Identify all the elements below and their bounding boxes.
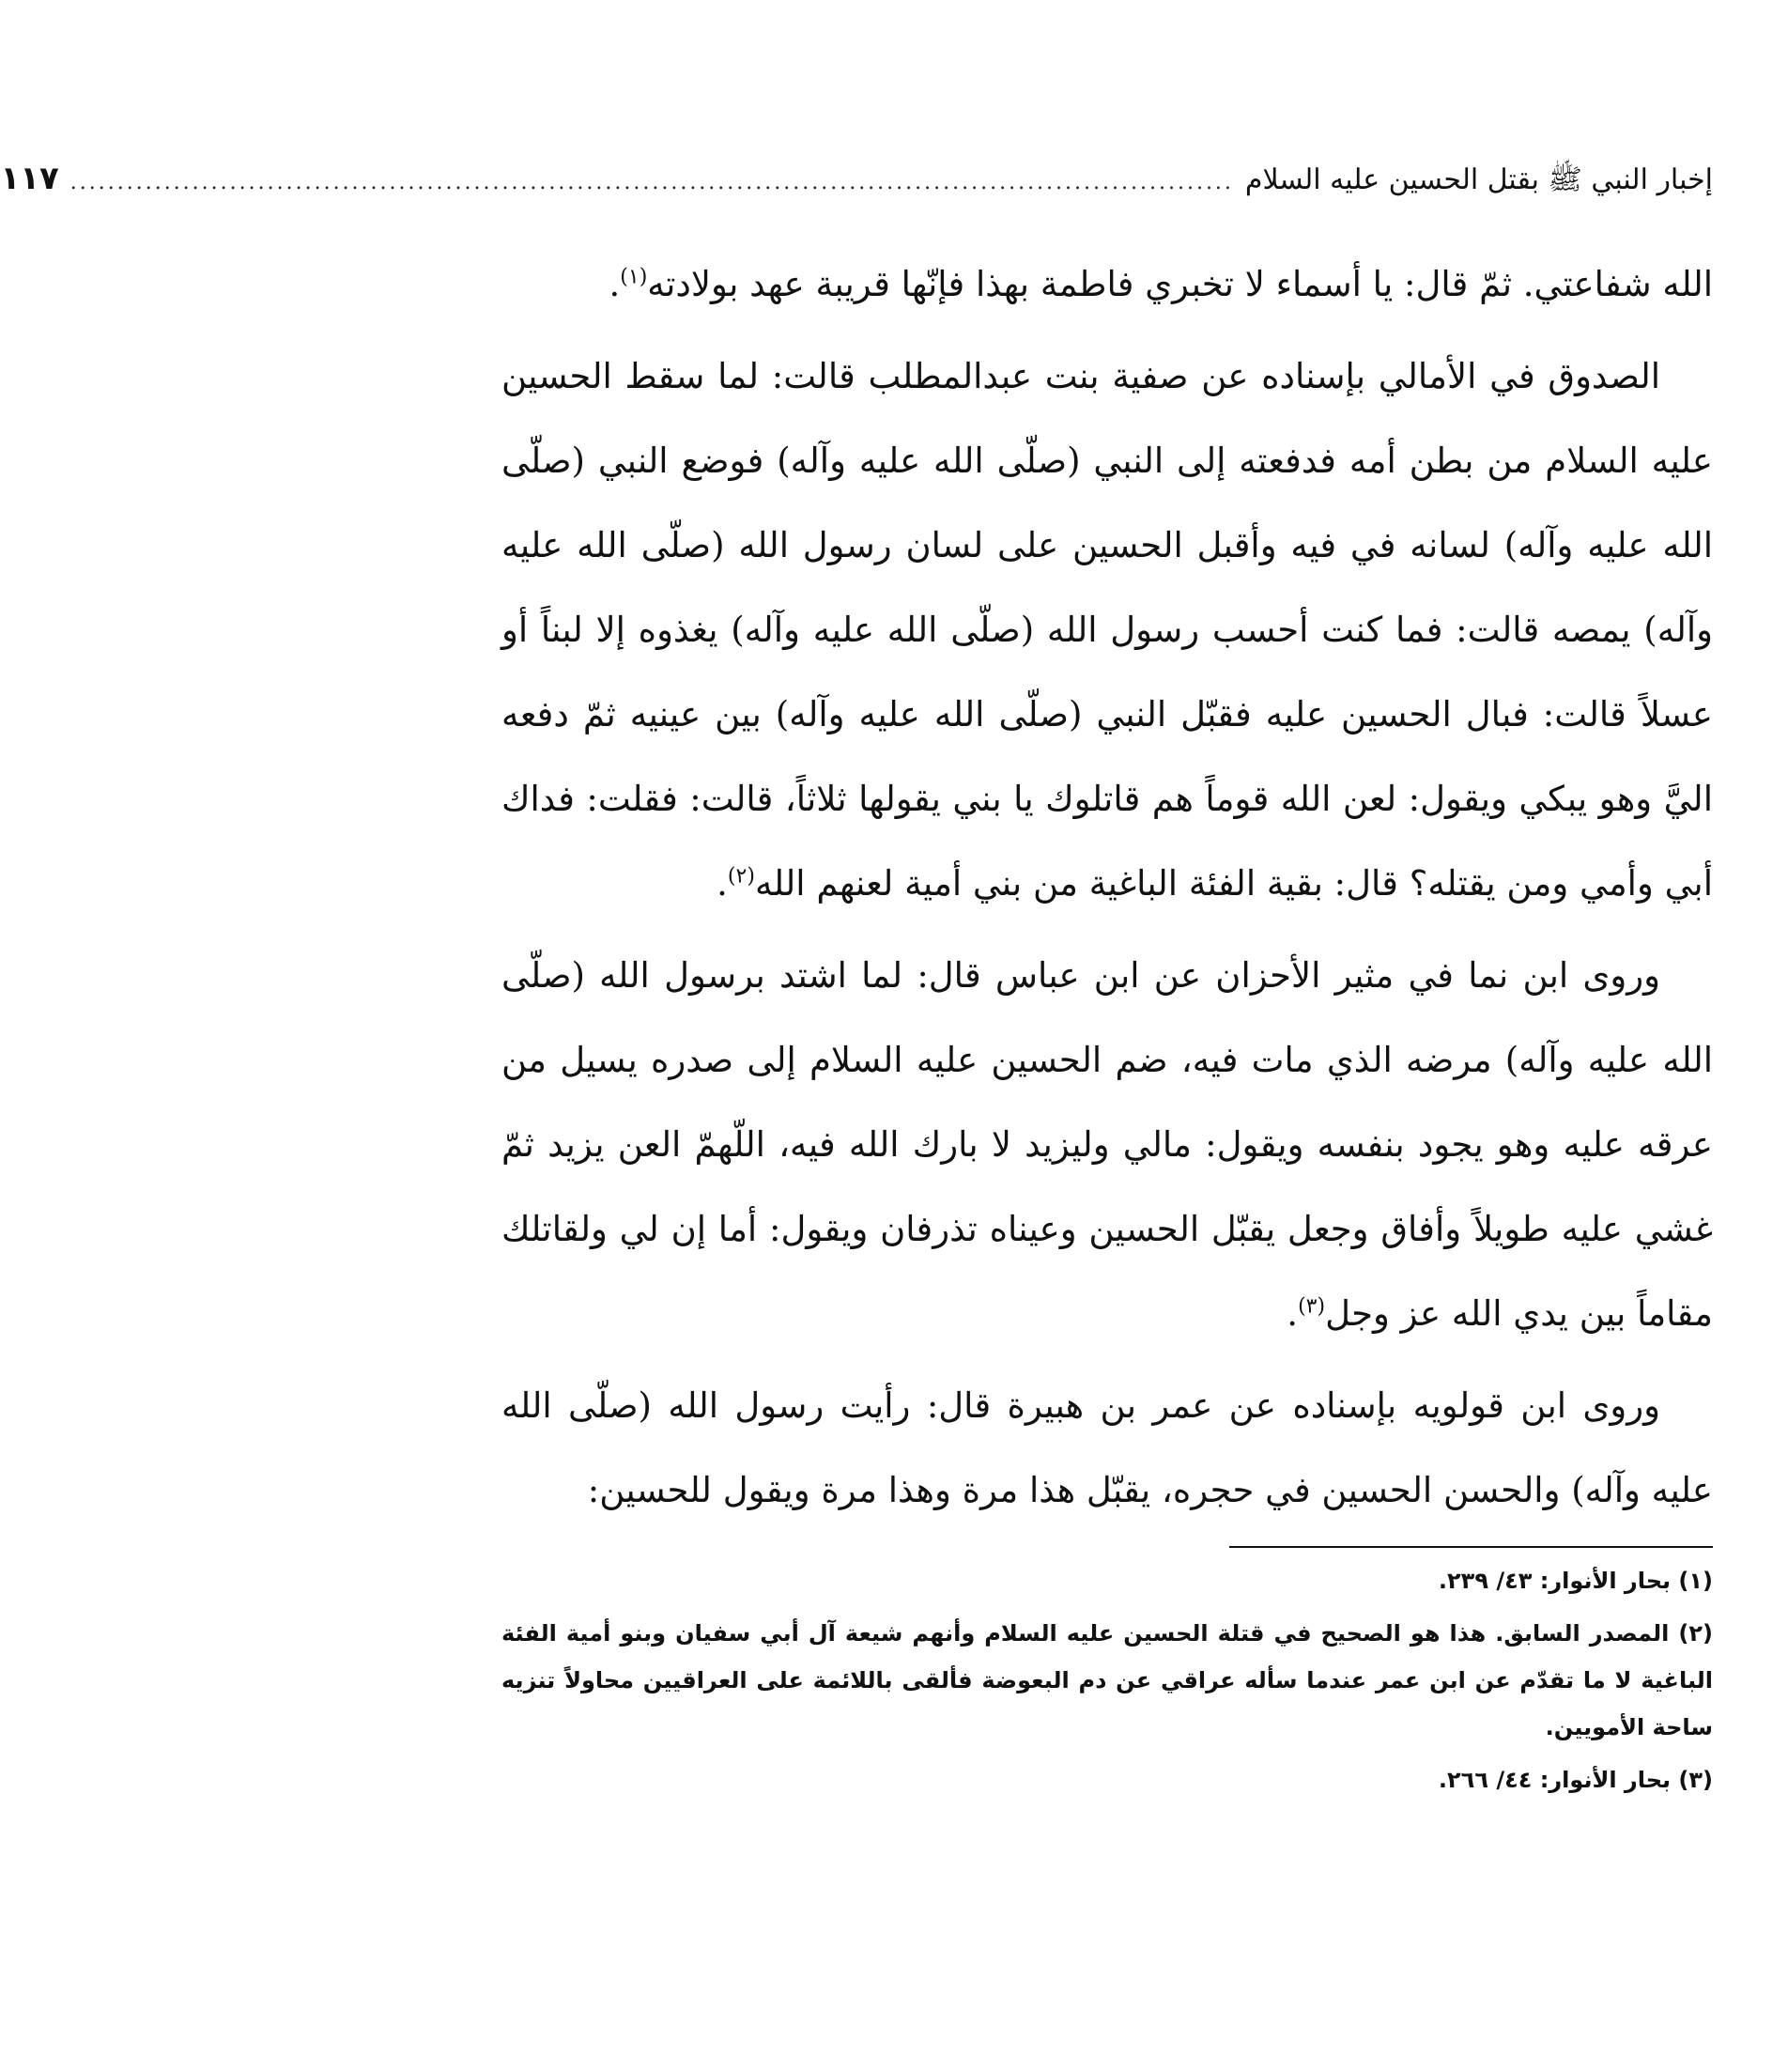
footnote-1: (١) بحار الأنوار: ٤٣/ ٢٣٩. [1438, 1568, 1713, 1594]
running-header [0, 160, 1713, 216]
footnote-2: (٢) المصدر السابق. هذا هو الصحيح في قتلة الحسين عليه السلام وأنهم شيعة آل أبي سفيان وبنو أمية الفئة الباغية لا ما تقدّم عن ابن عمر عندما سأله عراقي عن دم البعوضة فألقى باللائمة على العراقيين محاولاً تنزيه ساحة الأمويين. [501, 1620, 1713, 1740]
paragraph-tail: . [609, 264, 621, 304]
paragraph-3 [501, 934, 1713, 1356]
footnote-marker: (١) [620, 265, 648, 289]
book-page [0, 160, 1713, 1809]
paragraph-tail: . [717, 863, 728, 904]
main-text [501, 242, 1713, 1533]
page-number: ١١٧ [0, 160, 59, 197]
paragraph-text: وروى ابن قولويه بإسناده عن عمر بن هبيرة قال: رأيت رسول الله (صلّى الله عليه وآله) والحسن الحسين في حجره، يقبّل هذا مرة وهذا مرة ويقول للحسين: [501, 1385, 1713, 1510]
footnotes [501, 1557, 1713, 1803]
footnote-marker: (٢) [727, 864, 755, 889]
paragraph-text: الله شفاعتي. ثمّ قال: يا أسماء لا تخبري فاطمة بهذا فإنّها قريبة عهد بولادته [647, 264, 1713, 304]
paragraph-tail: . [1287, 1293, 1299, 1334]
paragraph-text: الصدوق في الأمالي بإسناده عن صفية بنت عبدالمطلب قالت: لما سقط الحسين عليه السلام من بطن أمه فدفعته إلى النبي (صلّى الله عليه وآله) فوضع النبي (صلّى الله عليه وآله) لسانه في فيه وأقبل الحسين على لسان رسول الله (صلّى الله عليه وآله) يمصه قالت: فما كنت أحسب رسول الله (صلّى الله عليه وآله) يغذوه إلا لبناً أو عسلاً قالت: فبال الحسين عليه فقبّل النبي (صلّى الله عليه وآله) بين عينيه ثمّ دفعه اليَّ وهو يبكي ويقول: لعن الله قوماً هم قاتلوك يا بني يقولها ثلاثاً، قالت: فقلت: فداك أبي وأمي ومن يقتله؟ قال: بقية الفئة الباغية من بني أمية لعنهم الله [501, 356, 1713, 904]
leader-dots: ............................................................................................................................ [69, 171, 1234, 194]
running-title: إخبار النبي ﷺ بقتل الحسين عليه السلام [1244, 163, 1713, 196]
footnote-divider [1229, 1546, 1713, 1548]
paragraph-1 [501, 242, 1713, 327]
footnote-marker: (٣) [1298, 1294, 1326, 1319]
paragraph-text: وروى ابن نما في مثير الأحزان عن ابن عباس قال: لما اشتد برسول الله (صلّى الله عليه وآله) مرضه الذي مات فيه، ضم الحسين عليه السلام إلى صدره يسيل من عرقه عليه وهو يجود بنفسه ويقول: مالي وليزيد لا بارك الله فيه، اللّهمّ العن يزيد ثمّ غشي عليه طويلاً وأفاق وجعل يقبّل الحسين وعيناه تذرفان ويقول: أما إن لي ولقاتلك مقاماً بين يدي الله عز وجل [501, 955, 1713, 1334]
footnote-3: (٣) بحار الأنوار: ٤٤/ ٢٦٦. [1438, 1767, 1713, 1793]
paragraph-4 [501, 1364, 1713, 1533]
paragraph-2 [501, 334, 1713, 926]
